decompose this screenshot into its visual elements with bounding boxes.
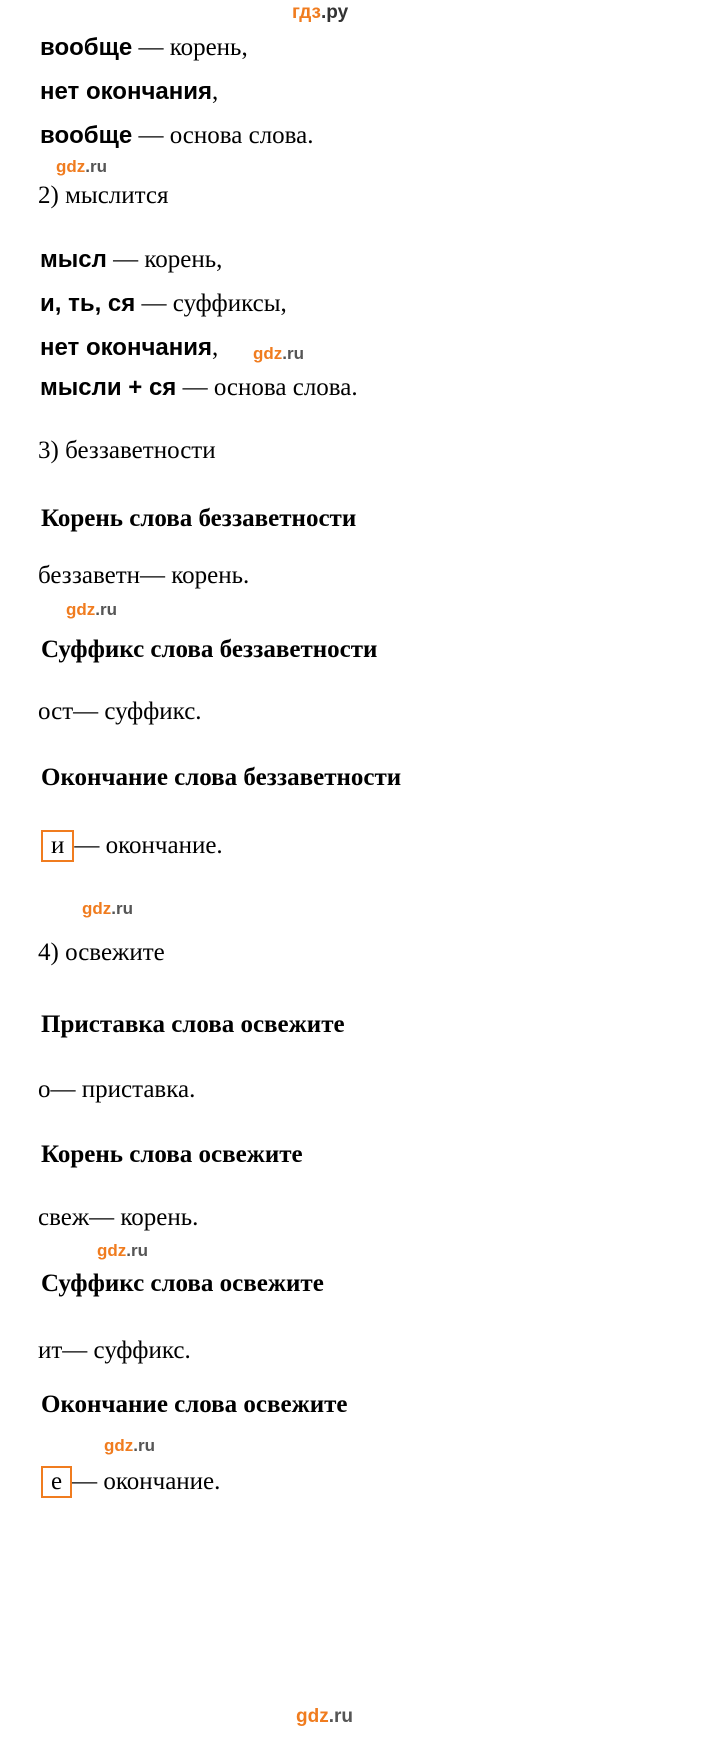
heading-suffix-bezzavetnosti: Суффикс слова беззаветности: [41, 636, 378, 663]
stem-mysli-label: — основа слова.: [182, 374, 358, 401]
heading-suffix-osvezhite: Суффикс слова освежите: [41, 1270, 324, 1297]
heading-root-bezzavetnosti: Корень слова беззаветности: [41, 505, 357, 532]
stem-word: вообще: [40, 122, 133, 149]
root-bezzavetn: беззаветн— корень.: [38, 562, 250, 589]
suffixes-list: и, ть, ся: [40, 290, 136, 317]
watermark-inline-3: [66, 600, 117, 620]
text-line-6: [40, 291, 287, 316]
root-svezh: свеж— корень.: [38, 1204, 199, 1231]
watermark-top: [292, 2, 348, 24]
suffix-ost: ост— суффикс.: [38, 698, 202, 725]
watermark-inline-3-gdz: gdz: [66, 600, 96, 619]
item-4-heading: 4) освежите: [38, 939, 165, 966]
morpheme-root-label: — корень,: [138, 34, 248, 61]
watermark-top-gdz: гдз: [292, 2, 321, 23]
no-ending-label-2: нет окончания: [40, 334, 212, 361]
watermark-footer-ru: .ru: [328, 1706, 353, 1727]
heading-ending-osvezhite: Окончание слова освежите: [41, 1391, 348, 1418]
text-line-15: [41, 830, 223, 862]
watermark-inline-4: [82, 899, 133, 919]
ending-letter-box-i: и: [41, 830, 74, 862]
watermark-inline-6-ru: .ru: [133, 1436, 156, 1455]
watermark-inline-1-ru: .ru: [85, 157, 108, 176]
item-3-heading: 3) беззаветности: [38, 437, 216, 464]
suffixes-label: — суффиксы,: [141, 290, 287, 317]
watermark-inline-3-ru: .ru: [95, 600, 118, 619]
text-line-8: [40, 375, 358, 400]
ending-label-e: — окончание.: [72, 1468, 221, 1495]
morpheme-root-word: вообще: [40, 34, 133, 61]
heading-prefix-osvezhite: Приставка слова освежите: [41, 1011, 345, 1038]
root-mysl: мысл: [40, 246, 107, 273]
watermark-inline-4-ru: .ru: [111, 899, 134, 918]
ending-letter-box-e: е: [41, 1466, 72, 1498]
watermark-footer: [296, 1706, 353, 1728]
ending-label-i: — окончание.: [74, 832, 223, 859]
root-mysl-label: — корень,: [113, 246, 223, 273]
stem-label: — основа слова.: [138, 122, 314, 149]
watermark-inline-2-ru: .ru: [282, 344, 305, 363]
watermark-inline-4-gdz: gdz: [82, 899, 112, 918]
heading-ending-bezzavetnosti: Окончание слова беззаветности: [41, 764, 402, 791]
text-line-5: [40, 247, 222, 272]
text-line-2: [40, 79, 218, 104]
no-ending-label: нет окончания: [40, 78, 212, 105]
watermark-inline-1-gdz: gdz: [56, 157, 86, 176]
watermark-inline-5-ru: .ru: [126, 1241, 149, 1260]
watermark-inline-6: [104, 1436, 155, 1456]
watermark-inline-1: [56, 157, 107, 177]
text-line-1: [40, 35, 248, 60]
no-ending-comma: ,: [212, 78, 219, 105]
prefix-o: о— приставка.: [38, 1076, 196, 1103]
no-ending-comma-2: ,: [212, 334, 219, 361]
watermark-inline-5: [97, 1241, 148, 1261]
text-line-24: [41, 1466, 220, 1498]
text-line-7: [40, 335, 218, 360]
item-2-heading: 2) мыслится: [38, 182, 169, 209]
watermark-inline-6-gdz: gdz: [104, 1436, 134, 1455]
watermark-footer-gdz: gdz: [296, 1706, 329, 1727]
suffix-it: ит— суффикс.: [38, 1337, 191, 1364]
watermark-top-dot: .: [320, 2, 327, 23]
stem-mysli-sya: мысли + ся: [40, 374, 177, 401]
watermark-inline-2: [253, 344, 304, 364]
watermark-inline-2-gdz: gdz: [253, 344, 283, 363]
text-line-3: [40, 123, 314, 148]
heading-root-osvezhite: Корень слова освежите: [41, 1141, 303, 1168]
watermark-inline-5-gdz: gdz: [97, 1241, 127, 1260]
watermark-top-ru: ру: [326, 2, 349, 23]
